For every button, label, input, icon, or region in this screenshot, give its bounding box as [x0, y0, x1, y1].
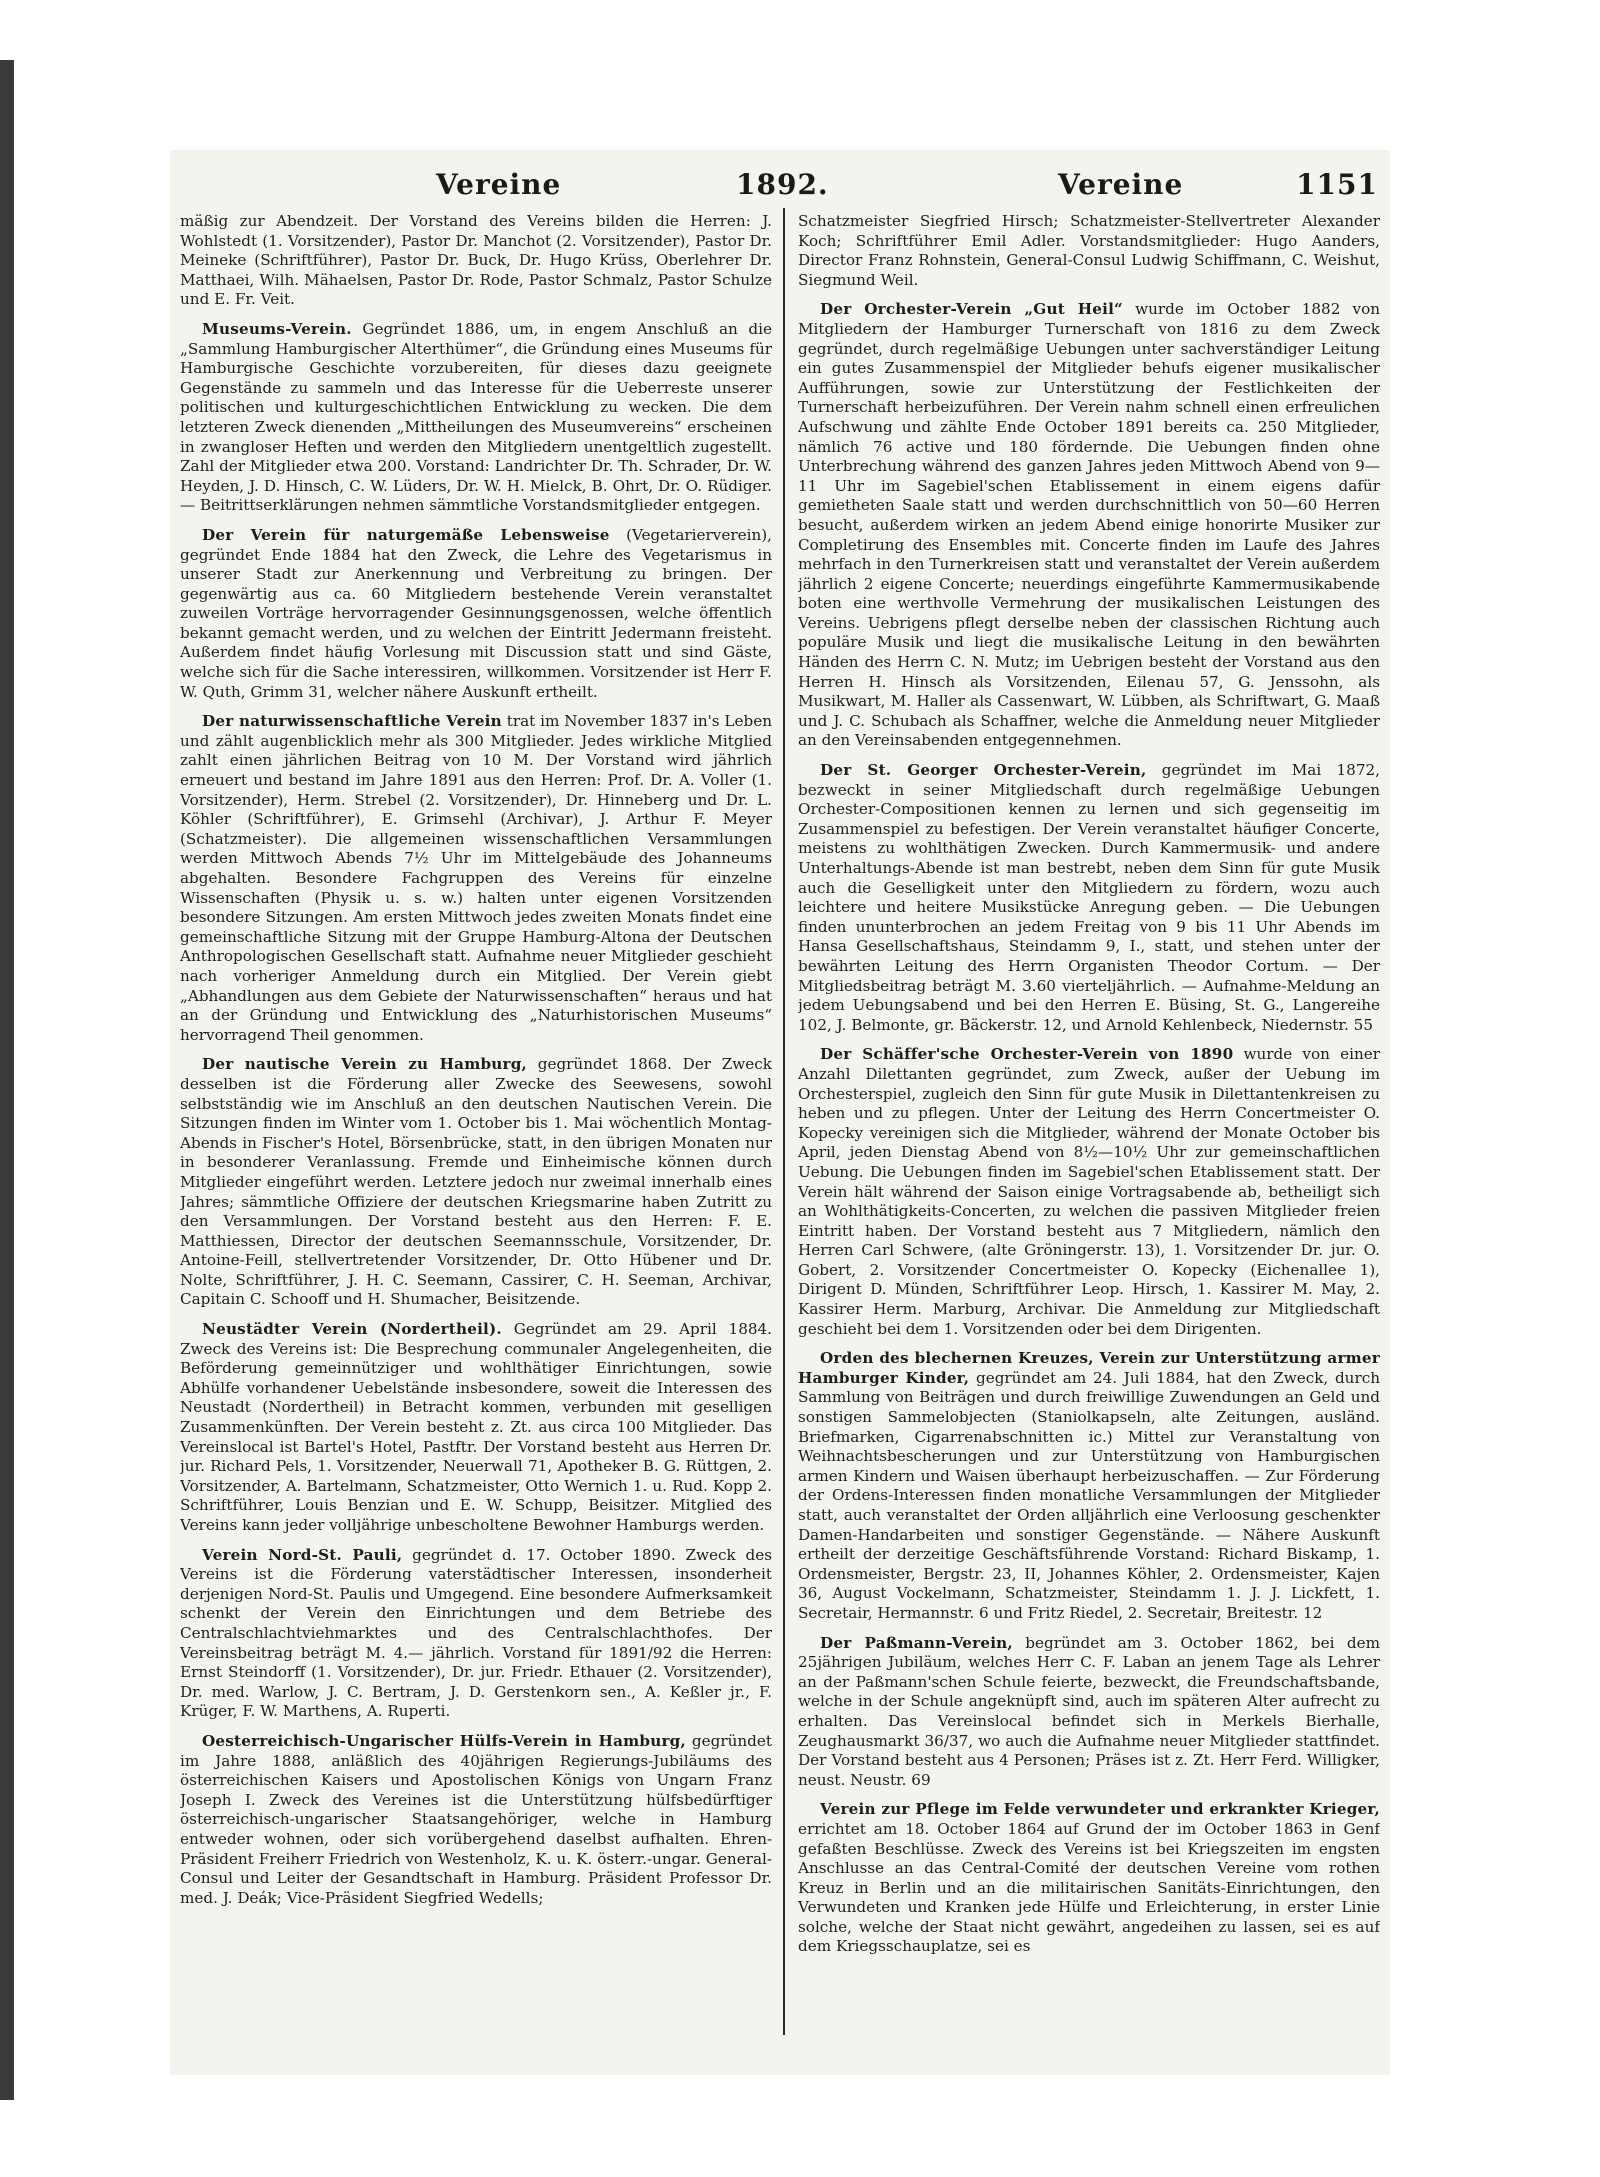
entry-title: Oesterreichisch-Ungarischer Hülfs-Verein in Hamburg, — [202, 1731, 686, 1750]
entry-title: Neustädter Verein (Nordertheil). — [202, 1320, 502, 1339]
scan-edge — [0, 60, 14, 2100]
entry-title: Der Orchester-Verein „Gut Heil“ — [820, 300, 1123, 319]
document-page — [170, 150, 1390, 2075]
entry-title: Museums-Verein. — [202, 319, 352, 338]
entry: Verein Nord-St. Pauli, gegründet d. 17. October 1890. Zweck des Vereins ist die Förderung vaterstädtischer Interessen, insonderheit derjenigen Nord-St. Paulis und Umgegend. Eine besondere Aufmerksamkeit schenkt der Verein den Einrichtungen und dem Betriebe des Centralschlachtviehmarktes und des Centralschlachthofes. Der Vereinsbeitrag beträgt M. 4.— jährlich. Vorstand für 1891/92 die Herren: Ernst Steindorff (1. Vorsitzender), Dr. jur. Friedr. Ethauer (2. Vorsitzender), Dr. med. Warlow, J. C. Bertram, J. D. Gerstenkorn sen., A. Keßler jr., F. Krüger, F. W. Marthens, A. Ruperti. — [180, 1545, 772, 1721]
entry-title: Der St. Georger Orchester-Verein, — [820, 761, 1147, 780]
entry-title: Verein zur Pflege im Felde verwundeter und erkrankter Krieger, — [820, 1800, 1380, 1819]
entry-title: Orden des blechernen Kreuzes, Verein zur Unterstützung armer Hamburger Kinder, — [798, 1349, 1380, 1387]
entry-title: Der Schäffer'sche Orchester-Verein von 1890 — [820, 1045, 1234, 1064]
header-year: 1892. — [736, 168, 829, 201]
entry: Der nautische Verein zu Hamburg, gegründet 1868. Der Zweck desselben ist die Förderung aller Zwecke des Seewesens, sowohl selbstständig wie im Anschluß an den deutschen Nautischen Verein. Die Sitzungen finden im Winter vom 1. October bis 1. Mai wöchentlich Montag-Abends in Fischer's Hotel, Börsenbrücke, statt, in den übrigen Monaten nur in besonderer Veranlassung. Fremde und Einheimische können durch Mitglieder eingeführt werden. Letztere jedoch nur zweimal innerhalb eines Jahres; sämmtliche Offiziere der deutschen Kriegsmarine haben Zutritt zu den Versammlungen. Der Vorstand besteht aus den Herren: F. E. Matthiessen, Director der deutschen Seemannsschule, Vorsitzender, Dr. Antoine-Feill, stellvertretender Vorsitzender, Dr. Otto Hübener und Dr. Nolte, Schriftführer, J. H. C. Seemann, Cassirer, C. H. Seeman, Archivar, Capitain C. Schooff und H. Shumacher, Beisitzende. — [180, 1055, 772, 1309]
running-header — [178, 168, 1382, 208]
header-right-title: Vereine — [1058, 168, 1184, 201]
entry-title: Verein Nord-St. Pauli, — [202, 1545, 403, 1564]
entry: mäßig zur Abendzeit. Der Vorstand des Vereins bilden die Herren: J. Wohlstedt (1. Vorsitzender), Pastor Dr. Manchot (2. Vorsitzender), Pastor Dr. Meineke (Schriftführer), Pastor Dr. Buck, Dr. Hugo Krüss, Oberlehrer Dr. Matthaei, Wilh. Mähaelsen, Pastor Dr. Rode, Pastor Schmalz, Pastor Schulze und E. Fr. Veit. — [180, 212, 772, 309]
entry: Neustädter Verein (Nordertheil). Gegründet am 29. April 1884. Zweck des Vereins ist: Die Besprechung communaler Angelegenheiten, die Beförderung gemeinnütziger und wohlthätiger Einrichtungen, sowie Abhülfe vorhandener Uebelstände insbesondere, soweit die Interessen des Neustadt (Nordertheil) in Betracht kommen, verbunden mit geselligen Zusammenkünften. Der Verein besteht z. Zt. aus circa 100 Mitglieder. Das Vereinslocal ist Bartel's Hotel, Pastftr. Der Vorstand besteht aus Herren Dr. jur. Richard Pels, 1. Vorsitzender, Neuerwall 71, Apotheker B. G. Rüttgen, 2. Vorsitzender, A. Bartelmann, Schatzmeister, Otto Wernich 1. u. Rud. Kopp 2. Schriftführer, Louis Benzian und E. W. Schupp, Beisitzer. Mitglied des Vereins kann jeder volljährige unbescholtene Bewohner Hamburgs werden. — [180, 1320, 772, 1534]
page-number: 1151 — [1296, 168, 1378, 201]
entry-title: Der naturwissenschaftliche Verein — [202, 712, 502, 731]
left-column — [180, 212, 772, 2065]
column-divider — [783, 208, 785, 2035]
entry: Der Orchester-Verein „Gut Heil“ wurde im October 1882 von Mitgliedern der Hamburger Turnerschaft von 1816 zu dem Zweck gegründet, durch regelmäßige Uebungen unter sachverständiger Leitung ein gutes Zusammenspiel der Mitglieder behufs eigener musikalischer Aufführungen, sowie zur Unterstützung der Festlichkeiten der Turnerschaft herbeizuführen. Der Verein nahm schnell einen erfreulichen Aufschwung und zählte Ende October 1891 bereits ca. 250 Mitglieder, nämlich 76 active und 180 fördernde. Die Uebungen finden ohne Unterbrechung während des ganzen Jahres jeden Mittwoch Abend von 9—11 Uhr im Sagebiel'schen Etablissement in einem eigens dafür gemietheten Saale statt und werden durchschnittlich von 50—60 Herren besucht, außerdem wirken an jedem Abend einige honorirte Musiker zur Completirung des Ensembles mit. Concerte finden im Laufe des Jahres mehrfach in den Turnerkreisen statt und veranstaltet der Verein außerdem jährlich 2 eigene Concerte; neuerdings eingeführte Kammermusikabende boten eine werthvolle Vermehrung der musikalischen Leistungen des Vereins. Uebrigens pflegt derselbe neben der classischen Richtung auch populäre Musik und liegt die musikalische Leitung in den bewährten Händen des Herrn C. N. Mutz; im Uebrigen besteht der Vorstand aus den Herren H. Hinsch als Vorsitzenden, Eilenau 57, G. Jenssohn, als Musikwart, M. Haller als Cassenwart, W. Lübben, als Schriftwart, G. Maaß und J. C. Schubach als Schaffner, welche die Anmeldung neuer Mitglieder an den Vereinsabenden entgegennehmen. — [798, 300, 1380, 750]
entry: Der Verein für naturgemäße Lebensweise (Vegetarierverein), gegründet Ende 1884 hat den Zweck, die Lehre des Vegetarismus in unserer Stadt zur Anerkennung und Verbreitung zu bringen. Der gegenwärtig aus ca. 60 Mitgliedern bestehende Verein veranstaltet zuweilen Vorträge hervorragender Gesinnungsgenossen, welche öffentlich bekannt gemacht werden, und zu welchen der Eintritt Jedermann freisteht. Außerdem findet häufig Vorlesung mit Discussion statt und sind Gäste, welche sich für die Sache interessiren, willkommen. Vorsitzender ist Herr F. W. Quth, Grimm 31, welcher nähere Auskunft ertheilt. — [180, 525, 772, 701]
right-column — [798, 212, 1380, 2065]
entry: Verein zur Pflege im Felde verwundeter und erkrankter Krieger, errichtet am 18. October 1864 auf Grund der im October 1863 in Genf gefaßten Beschlüsse. Zweck des Vereins ist bei Kriegszeiten im engsten Anschlusse an das Central-Comité der deutschen Vereine vom rothen Kreuz in Berlin und an die militairischen Sanitäts-Einrichtungen, den Verwundeten und Kranken jede Hülfe und Erleichterung, in erster Linie solche, welche der Staat nicht gewährt, angedeihen zu lassen, sei es auf dem Kriegsschauplatze, sei es — [798, 1800, 1380, 1956]
entry-title: Der Verein für naturgemäße Lebensweise — [202, 525, 610, 544]
entry: Museums-Verein. Gegründet 1886, um, in engem Anschluß an die „Sammlung Hamburgischer Alterthümer“, die Gründung eines Museums für Hamburgische Geschichte vorzubereiten, für dieses dazu geeignete Gegenstände zu sammeln und das Interesse für die Ueberreste unserer politischen und kulturgeschichtlichen Entwicklung zu wecken. Die dem letzteren Zweck dienenden „Mittheilungen des Museumvereins“ erscheinen in zwangloser Heften und werden den Mitgliedern unentgeltlich zugestellt. Zahl der Mitglieder etwa 200. Vorstand: Landrichter Dr. Th. Schrader, Dr. W. Heyden, J. D. Hinsch, C. W. Lüders, Dr. W. H. Mielck, B. Ohrt, Dr. O. Rüdiger. — Beitrittserklärungen nehmen sämmtliche Vorstandsmitglieder entgegen. — [180, 319, 772, 515]
entry: Der Paßmann-Verein, begründet am 3. October 1862, bei dem 25jährigen Jubiläum, welches Herr C. F. Laban an jenem Tage als Lehrer an der Paßmann'schen Schule feierte, bezweckt, die Freundschaftsbande, welche in der Schule angeknüpft sind, auch im späteren Alter aufrecht zu erhalten. Das Vereinslocal befindet sich in Merkels Bierhalle, Zeughausmarkt 36/37, wo auch die Aufnahme neuer Mitglieder stattfindet. Der Vorstand besteht aus 4 Personen; Präses ist z. Zt. Herr Ferd. Willigker, neust. Neustr. 69 — [798, 1633, 1380, 1789]
entry: Der St. Georger Orchester-Verein, gegründet im Mai 1872, bezweckt in seiner Mitgliedschaft durch regelmäßige Uebungen Orchester-Compositionen kennen zu lernen und sich gegenseitig im Zusammenspiel zu befestigen. Der Verein veranstaltet häufiger Concerte, meistens zu wohlthätigen Zwecken. Durch Kammermusik- und andere Unterhaltungs-Abende ist man bestrebt, neben dem Sinn für gute Musik auch die Geselligkeit unter den Mitgliedern zu fördern, wozu auch leichtere und heitere Musikstücke Anregung geben. — Die Uebungen finden ununterbrochen an jedem Freitag von 9 bis 11 Uhr Abends im Hansa Gesellschaftshaus, Steindamm 9, I., statt, und stehen unter der bewährten Leitung des Herrn Organisten Theodor Cortum. — Der Mitgliedsbeitrag beträgt M. 3.60 vierteljährlich. — Aufnahme-Meldung an jedem Uebungsabend und bei den Herren E. Büsing, St. G., Langereihe 102, J. Belmonte, gr. Bäckerstr. 12, und Arnold Kehlenbeck, Niedernstr. 55 — [798, 761, 1380, 1034]
entry: Der naturwissenschaftliche Verein trat im November 1837 in's Leben und zählt augenblicklich mehr als 300 Mitglieder. Jedes wirkliche Mitglied zahlt einen jährlichen Beitrag von 10 M. Der Vorstand wird jährlich erneuert und bestand im Jahre 1891 aus den Herren: Prof. Dr. A. Voller (1. Vorsitzender), Herm. Strebel (2. Vorsitzender), Dr. Hinneberg und Dr. L. Köhler (Schriftführer), E. Grimsehl (Archivar), J. Arthur F. Meyer (Schatzmeister). Die allgemeinen wissenschaftlichen Versammlungen werden Mittwoch Abends 7½ Uhr im Mittelgebäude des Johanneums abgehalten. Besondere Fachgruppen des Vereins für einzelne Wissenschaften (Physik u. s. w.) halten unter eigenen Vorsitzenden besondere Sitzungen. Am ersten Mittwoch jedes zweiten Monats findet eine gemeinschaftliche Sitzung mit der Gruppe Hamburg-Altona der Deutschen Anthropologischen Gesellschaft statt. Aufnahme neuer Mitglieder geschieht nach vorheriger Anmeldung durch ein Mitglied. Der Verein giebt „Abhandlungen aus dem Gebiete der Naturwissenschaften“ heraus und hat an der Gründung und Entwicklung des „Naturhistorischen Museums“ hervorragend Theil genommen. — [180, 712, 772, 1044]
entry: Oesterreichisch-Ungarischer Hülfs-Verein in Hamburg, gegründet im Jahre 1888, anläßlich des 40jährigen Regierungs-Jubiläums des österreichischen Kaisers und Apostolischen Königs von Ungarn Franz Joseph I. Zweck des Vereines ist die Unterstützung hülfsbedürftiger österreichisch-ungarischer Staatsangehöriger, welche in Hamburg entweder wohnen, oder sich vorübergehend daselbst aufhalten. Ehren-Präsident Freiherr Friedrich von Westenholz, K. u. K. österr.-ungar. General-Consul und Leiter der Gesandtschaft in Hamburg. Präsident Professor Dr. med. J. Deák; Vice-Präsident Siegfried Wedells; — [180, 1731, 772, 1907]
entry-title: Der Paßmann-Verein, — [820, 1633, 1013, 1652]
entry: Schatzmeister Siegfried Hirsch; Schatzmeister-Stellvertreter Alexander Koch; Schriftführer Emil Adler. Vorstandsmitglieder: Hugo Aanders, Director Franz Rohnstein, General-Consul Ludwig Schiffmann, C. Weishut, Siegmund Weil. — [798, 212, 1380, 289]
entry: Orden des blechernen Kreuzes, Verein zur Unterstützung armer Hamburger Kinder, gegründet am 24. Juli 1884, hat den Zweck, durch Sammlung von Beiträgen und durch freiwillige Zuwendungen an Geld und sonstigen Sammelobjecten (Staniolkapseln, alte Zeitungen, ausländ. Briefmarken, Cigarrenabschnitten ic.) Mittel zur Veranstaltung von Weihnachtsbescherungen und zur Unterstützung von Hamburgischen armen Kindern und Waisen überhaupt herbeizuschaffen. — Zur Förderung der Ordens-Interessen finden monatliche Versammlungen der Mitglieder statt, auch veranstaltet der Orden alljährlich eine Verloosung geschenkter Damen-Handarbeiten und sonstiger Gegenstände. — Nähere Auskunft ertheilt der derzeitige Geschäftsführende Vorstand: Richard Biskamp, 1. Ordensmeister, Bergstr. 23, II, Johannes Köhler, 2. Ordensmeister, Kajen 36, August Vockelmann, Schatzmeister, Steindamm 1. J. J. Lickfett, 1. Secretair, Hermannstr. 6 und Fritz Riedel, 2. Secretair, Breitestr. 12 — [798, 1349, 1380, 1622]
header-left-title: Vereine — [436, 168, 562, 201]
entry-title: Der nautische Verein zu Hamburg, — [202, 1055, 528, 1074]
entry: Der Schäffer'sche Orchester-Verein von 1890 wurde von einer Anzahl Dilettanten gegründet, zum Zweck, außer der Uebung im Orchesterspiel, zugleich den Sinn für gute Musik in Dilettantenkreisen zu heben und zu pflegen. Unter der Leitung des Herrn Concertmeister O. Kopecky vereinigen sich die Mitglieder, während der Monate October bis April, jeden Dienstag Abend von 8½—10½ Uhr zur gemeinschaftlichen Uebung. Die Uebungen finden im Sagebiel'schen Etablissement statt. Der Verein hält während der Saison einige Vortragsabende ab, betheiligt sich an Wohlthätigkeits-Concerten, zu welchen die passiven Mitglieder freien Eintritt haben. Der Vorstand besteht aus 7 Mitgliedern, nämlich den Herren Carl Schwere, (alte Gröningerstr. 13), 1. Vorsitzender Dr. jur. O. Gobert, 2. Vorsitzender Concertmeister O. Kopecky (Eichenallee 1), Dirigent D. Münden, Schriftführer Leop. Hirsch, 1. Kassirer M. May, 2. Kassirer Herm. Marburg, Archivar. Die Anmeldung zur Mitgliedschaft geschieht bei dem 1. Vorsitzenden oder bei dem Dirigenten. — [798, 1045, 1380, 1338]
